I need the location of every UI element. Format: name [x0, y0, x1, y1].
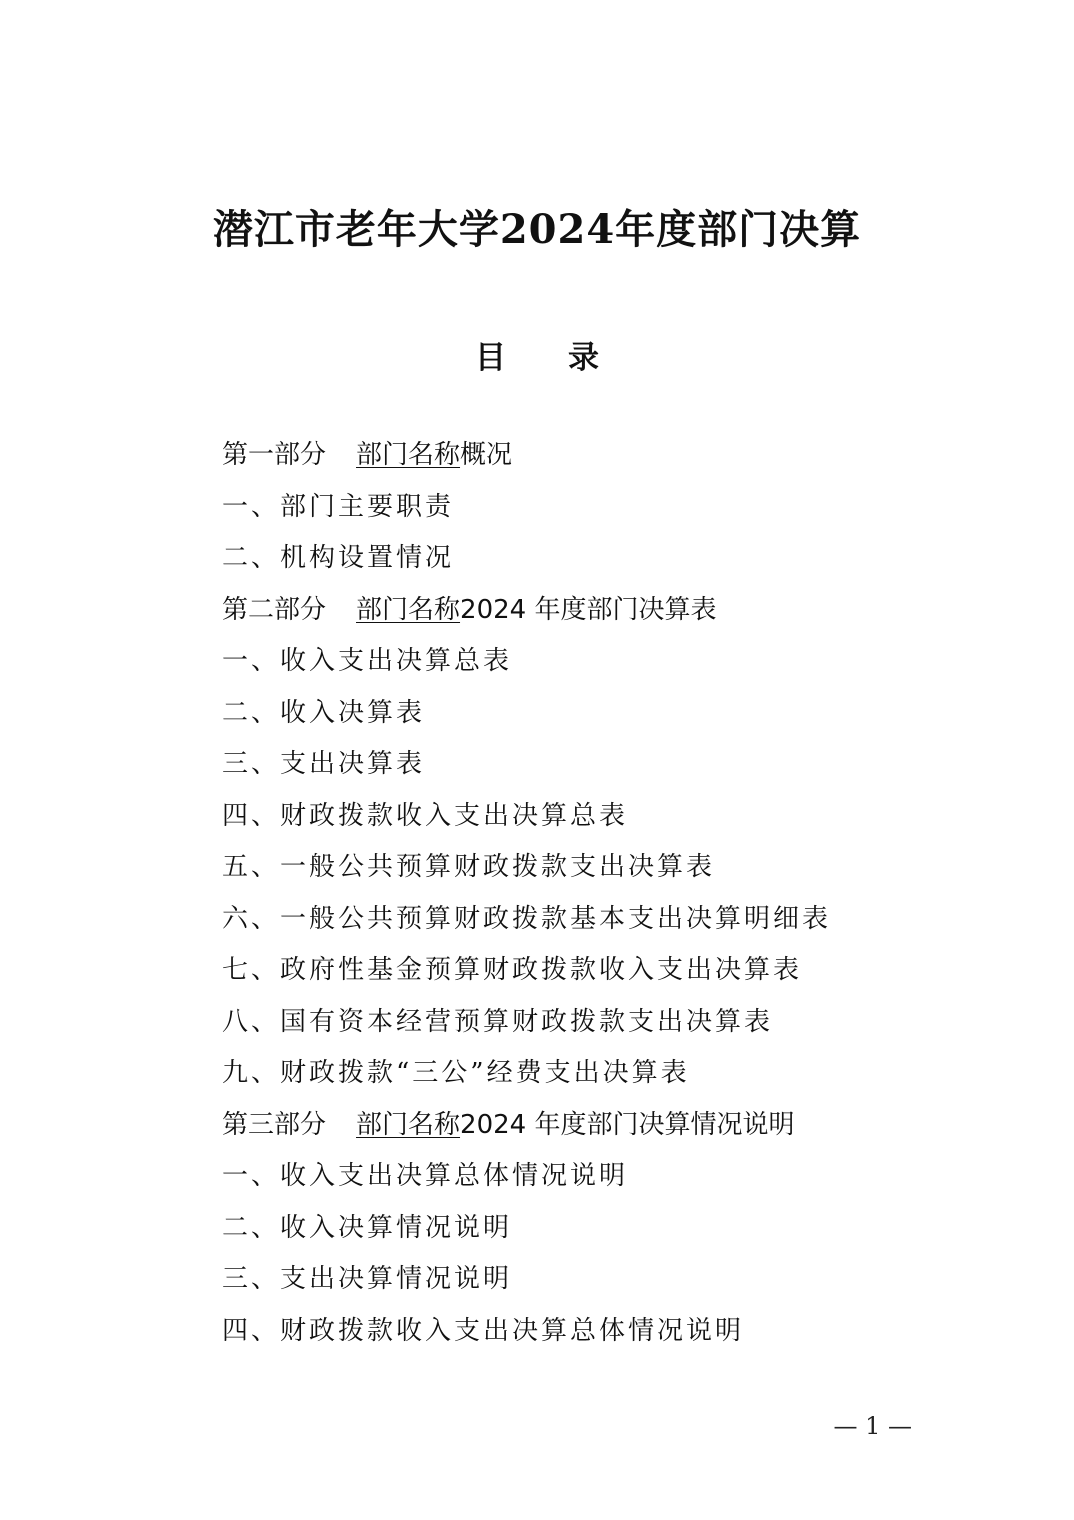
toc-item[interactable]: 二、收入决算表	[222, 697, 426, 728]
toc-item[interactable]: 三、支出决算情况说明	[222, 1264, 513, 1294]
part-name: 部门名称	[356, 1109, 461, 1140]
toc-item[interactable]: 四、财政拨款收入支出决算总体情况说明	[222, 1315, 745, 1346]
part-suffix: 2024 年度部门决算情况说明	[460, 1109, 795, 1140]
toc-part-3[interactable]	[222, 1102, 922, 1154]
toc-item[interactable]: 一、部门主要职责	[222, 491, 455, 522]
toc-item[interactable]: 五、一般公共预算财政拨款支出决算表	[222, 852, 716, 882]
toc-heading-char-1: 目	[475, 340, 506, 376]
toc-item[interactable]: 七、政府性基金预算财政拨款收入支出决算表	[222, 955, 803, 985]
part-name: 部门名称	[356, 440, 461, 470]
toc-item[interactable]: 九、财政拨款“三公”经费支出决算表	[222, 1058, 690, 1088]
toc-item[interactable]: 二、收入决算情况说明	[222, 1212, 513, 1243]
part-label: 第三部分	[222, 1109, 327, 1140]
part-suffix: 2024 年度部门决算表	[460, 594, 717, 625]
part-suffix: 概况	[460, 440, 513, 470]
toc-part-2[interactable]	[222, 587, 922, 639]
page-number: — 1 —	[833, 1412, 912, 1440]
document-title: 潜江市老年大学2024年度部门决算	[212, 206, 862, 253]
part-label: 第一部分	[222, 440, 327, 470]
toc-item[interactable]: 二、机构设置情况	[222, 543, 455, 573]
toc-heading	[0, 332, 1074, 377]
part-label: 第二部分	[222, 594, 327, 625]
table-of-contents	[222, 432, 922, 1359]
part-name: 部门名称	[356, 594, 461, 625]
toc-item[interactable]: 六、一般公共预算财政拨款基本支出决算明细表	[222, 903, 832, 934]
toc-item[interactable]: 八、国有资本经营预算财政拨款支出决算表	[222, 1006, 774, 1037]
toc-item[interactable]: 一、收入支出决算总体情况说明	[222, 1161, 629, 1191]
toc-part-1[interactable]	[222, 432, 922, 484]
toc-item[interactable]: 一、收入支出决算总表	[222, 646, 513, 676]
toc-heading-char-2: 录	[568, 340, 599, 376]
toc-item[interactable]: 三、支出决算表	[222, 749, 426, 779]
toc-item[interactable]: 四、财政拨款收入支出决算总表	[222, 800, 629, 831]
